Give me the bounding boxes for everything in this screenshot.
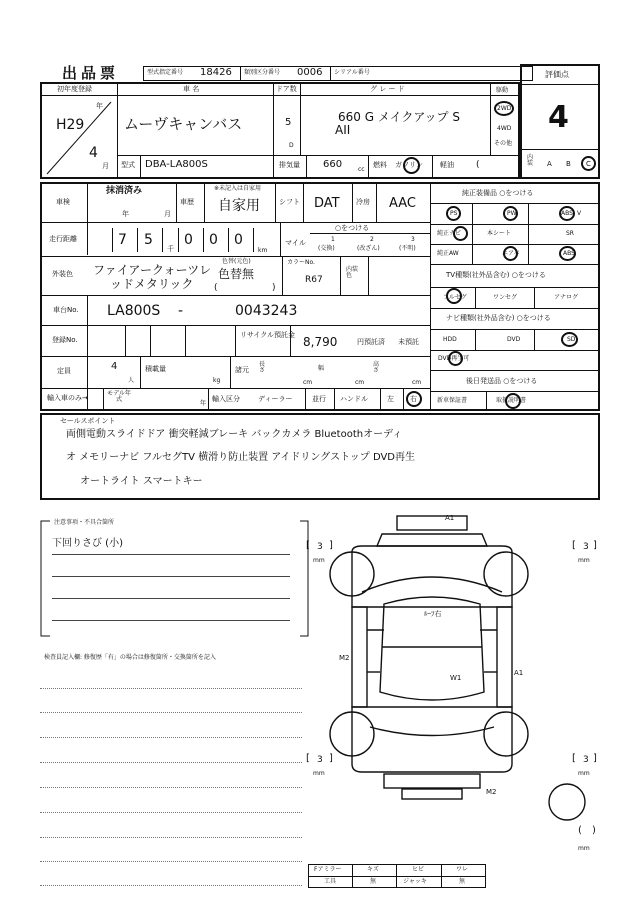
mileage-km: km [258, 247, 268, 254]
after-manual-circle [505, 393, 521, 409]
usage-label: 車歴 [180, 198, 194, 206]
recycle-label: リサイクル預託金 [240, 331, 296, 339]
legend-jack-value: 無 [459, 878, 466, 885]
capacity-label: 定員 [57, 367, 71, 375]
equip-wv: V [577, 210, 582, 217]
equip-abs: ABS [563, 250, 575, 257]
ac-value: AAC [389, 196, 416, 211]
mileage-opt-3: 3 [411, 236, 415, 243]
serial-label: シリアル番号 [334, 69, 370, 76]
month-suffix: 月 [102, 162, 109, 170]
chassis-number: 0043243 [235, 303, 298, 319]
fuel-gasoline: ガソリン [395, 161, 423, 169]
legend-h3: ヒビ [412, 866, 425, 873]
first-reg-label: 初年度登録 [57, 85, 92, 93]
sales-point-line2: オ メモリーナビ フルセグTV 横滑り防止装置 アイドリングストップ DVD再生 [66, 452, 416, 463]
dims-cm-1: cm [303, 379, 313, 386]
tire-fl-bracket-close: ] [329, 540, 333, 551]
model-year-unit: 年 [200, 400, 207, 407]
ac-label: 冷房 [356, 198, 370, 206]
fuel-circle [403, 157, 420, 174]
spare-unit: mm [578, 845, 590, 852]
mileage-digit: 0 [234, 232, 243, 248]
tv-analog: アナログ [554, 294, 579, 301]
tire-rr-bracket-close: ] [593, 753, 597, 764]
tire-fr-unit: mm [578, 557, 590, 564]
after-title: 後日発送品 ○をつける [466, 377, 538, 385]
notes-line1: 下回りさび (小) [52, 538, 123, 549]
model-year-label: モデル年式 [107, 390, 131, 403]
recycle-deposited: 円預託済 [357, 338, 385, 346]
legend-tools-value: 無 [370, 878, 377, 885]
doors-value: 5 [285, 117, 292, 128]
chassis-label: 車台No. [53, 306, 79, 314]
sales-point-label: セールスポイント [60, 417, 116, 425]
spare-paren-close: ) [592, 825, 596, 836]
mileage-digit: 0 [209, 232, 218, 248]
dims-cm-2: cm [355, 379, 365, 386]
sales-point-line3: オートライト スマートキー [80, 476, 203, 487]
dims-label: 諸元 [235, 366, 249, 374]
repaint-paren-open: ( [214, 283, 218, 293]
nav-dvd: DVD [507, 336, 521, 343]
tv-full-circle [446, 288, 462, 304]
damage-roof-label: ﾙｰﾌ右 [424, 610, 442, 618]
after-manual: 取扱説明書 [496, 397, 527, 404]
drive-2wd: 2WD [497, 105, 512, 112]
sales-point-line1: 両側電動スライドドア 衝突軽減ブレーキ バックカメラ Bluetoothオーディ [66, 429, 403, 440]
load-kg: kg [213, 377, 221, 384]
equip-abs-circle [559, 246, 576, 261]
car-name: ムーヴキャンバス [124, 115, 243, 133]
first-reg-year: H29 [56, 117, 85, 133]
color-no-value: R67 [305, 275, 323, 285]
class-no: 0006 [297, 67, 323, 78]
equip-leather: 本シート [487, 230, 512, 237]
grade-value: 660 G メイクアップ S [338, 110, 460, 124]
handle-left: 左 [387, 395, 394, 403]
chassis-dash: - [178, 303, 184, 319]
tire-fr-bracket-close: ] [593, 540, 597, 551]
inspection-label: 車検 [56, 198, 70, 206]
displacement-unit: cc [358, 166, 365, 173]
score-label: 評価点 [545, 70, 569, 79]
model-value: DBA-LA800S [145, 159, 208, 170]
first-reg-month: 4 [89, 145, 98, 161]
legend-h1: Fアミラー [314, 866, 342, 873]
chassis-model: LA800S [107, 303, 161, 319]
equip-pw-circle [503, 206, 518, 221]
regno-label: 登録No. [52, 336, 78, 344]
tire-fr-bracket: [ [572, 540, 576, 551]
year-suffix: 年 [96, 102, 103, 110]
handle-label: ハンドル [340, 395, 368, 403]
fuel-paren: ( [476, 160, 480, 170]
drive-2wd-circle [494, 101, 514, 116]
form-no: 18426 [200, 67, 232, 78]
interior-c: C [586, 160, 591, 168]
mileage-digit: 7 [118, 232, 127, 248]
tire-fl-unit: mm [313, 557, 325, 564]
mileage-circle-note: ○をつける [335, 224, 370, 232]
model-label: 型式 [121, 161, 135, 169]
handle-right: 右 [410, 395, 417, 403]
tv-one: ワンセグ [493, 294, 518, 301]
equip-airbag: エアバ [502, 250, 520, 257]
tire-rr-bracket: [ [572, 753, 576, 764]
capacity-unit: 人 [128, 377, 135, 384]
equip-ps: PS [450, 210, 458, 217]
drive-other: その他 [494, 140, 513, 147]
nav-sd: SD [567, 336, 576, 343]
interior-b: B [566, 160, 571, 168]
nav-hdd: HDD [443, 336, 457, 343]
equip-pw: PW [507, 210, 517, 217]
interior-a: A [547, 160, 552, 168]
ext-color-label: 外装色 [52, 270, 73, 278]
tire-rl-unit: mm [313, 770, 325, 777]
legend-h2: キズ [367, 866, 379, 873]
inspection-year-label: 年 [122, 210, 129, 218]
door-sub: D [289, 142, 294, 149]
spare-paren-open: ( [578, 825, 582, 836]
repaint-paren-close: ) [272, 283, 276, 293]
mileage-digit: 0 [184, 232, 193, 248]
repaint-value: 色替無 [218, 267, 255, 281]
form-title: 出品票 [62, 64, 120, 82]
mileage-digit: 5 [144, 232, 153, 248]
damage-m2-bottom: M2 [486, 788, 497, 796]
dvd-play-circle [448, 351, 463, 366]
spare-tire [547, 782, 587, 822]
interior-c-circle [581, 156, 596, 171]
legend-jack: ジャッキ [403, 878, 427, 885]
mileage-changed: (改ざん) [357, 245, 380, 252]
dims-width: 幅 [318, 365, 325, 372]
damage-m2-left: M2 [339, 654, 350, 662]
color-no-label: カラーNo. [287, 259, 315, 266]
interior-label: 内装 [527, 154, 534, 167]
tire-rl-bracket: [ [306, 753, 310, 764]
equip-title: 純正装備品 ○をつける [462, 189, 534, 197]
car-name-label: 車 名 [183, 85, 200, 93]
inspection-value: 抹消済み [106, 186, 143, 196]
equip-nav-circle [453, 226, 468, 241]
tv-title: TV種類(社外品含む) ○をつける [446, 271, 546, 279]
shift-value: DAT [314, 196, 340, 211]
mileage-swap: (交換) [318, 245, 335, 252]
equip-sr: SR [566, 230, 574, 237]
tire-rl-bracket-close: ] [329, 753, 333, 764]
fuel-light-oil: 軽油 [440, 161, 454, 169]
fuel-label: 燃料 [373, 161, 387, 169]
equip-ps-circle [446, 206, 461, 221]
repaint-label: 色替(元色) [222, 258, 251, 265]
tv-full: フルセグ [443, 294, 467, 301]
usage-note: ※未記入は自家用 [214, 185, 262, 192]
doors-label: ドア数 [276, 85, 297, 93]
import-dealer: ディーラー [258, 395, 293, 403]
displacement-label: 排気量 [279, 161, 300, 169]
damage-a1-front: A1 [445, 514, 455, 522]
inspector-label: 検査員記入欄: 修復歴「有」の場合は修復箇所・交換箇所を記入 [44, 654, 216, 661]
car-diagram [322, 512, 536, 802]
damage-a1-right: A1 [514, 669, 524, 677]
mileage-thousand: 千 [167, 245, 174, 253]
tire-fr-depth: 3 [583, 542, 589, 552]
dims-length: 長さ [259, 361, 266, 374]
dvd-play: DVD再生可 [438, 355, 470, 362]
tire-fl-bracket: [ [306, 540, 310, 551]
legend-tools: 工具 [324, 878, 337, 885]
tire-rr-depth: 3 [583, 755, 589, 765]
equip-nav: 純正ナビ [437, 230, 462, 237]
displacement-value: 660 [323, 159, 343, 170]
import-cat-label: 輸入区分 [212, 395, 240, 403]
nav-type-title: ナビ種類(社外品含む) ○をつける [446, 314, 551, 322]
dims-cm-3: cm [412, 379, 422, 386]
equip-abs-top: ABS [561, 210, 573, 217]
after-warranty: 新車保証書 [437, 397, 468, 404]
nav-sd-circle [561, 332, 578, 347]
import-label: 輸入車のみ→ [47, 394, 88, 402]
recycle-not-deposited: 未預託 [398, 338, 419, 346]
recycle-amount: 8,790 [303, 335, 338, 349]
score-value: 4 [548, 100, 569, 135]
dims-height: 高さ [373, 361, 380, 374]
tire-rl-depth: 3 [317, 755, 323, 765]
usage-value: 自家用 [218, 198, 260, 214]
drive-label: 駆動 [496, 87, 509, 94]
notes-label: 注意事項・不具合箇所 [54, 519, 115, 526]
int-color-label: 内装色 [346, 266, 359, 279]
mileage-mile: マイル [285, 239, 306, 247]
handle-right-circle [406, 391, 422, 407]
equip-aw: 純正AW [437, 250, 459, 257]
legend-h4: ワレ [456, 866, 469, 873]
import-parallel: 並行 [312, 395, 326, 403]
mileage-opt-2: 2 [370, 236, 374, 243]
shift-label: シフト [279, 198, 300, 206]
drive-4wd: 4WD [497, 125, 512, 132]
grade-label: グ レ ー ド [370, 85, 405, 93]
load-label: 積載量 [145, 365, 166, 373]
tire-fl-depth: 3 [317, 542, 323, 552]
class-no-label: 類別区分番号 [244, 69, 281, 76]
mileage-unknown: (不明) [399, 245, 416, 252]
mileage-opt-1: 1 [331, 236, 335, 243]
ext-color-line1: ファイアークォーツレ [93, 263, 212, 277]
capacity-value: 4 [111, 361, 118, 372]
form-no-label: 型式指定番号 [147, 69, 184, 76]
equip-airbag-circle [503, 246, 518, 261]
ext-color-line2: ッドメタリック [110, 277, 194, 291]
inspection-month-label: 月 [164, 210, 171, 218]
grade-value-2: AII [335, 123, 351, 137]
equip-abs-top-circle [559, 206, 575, 221]
mileage-label: 走行距離 [49, 235, 77, 243]
damage-w1: W1 [450, 674, 462, 682]
tire-rr-unit: mm [578, 770, 590, 777]
